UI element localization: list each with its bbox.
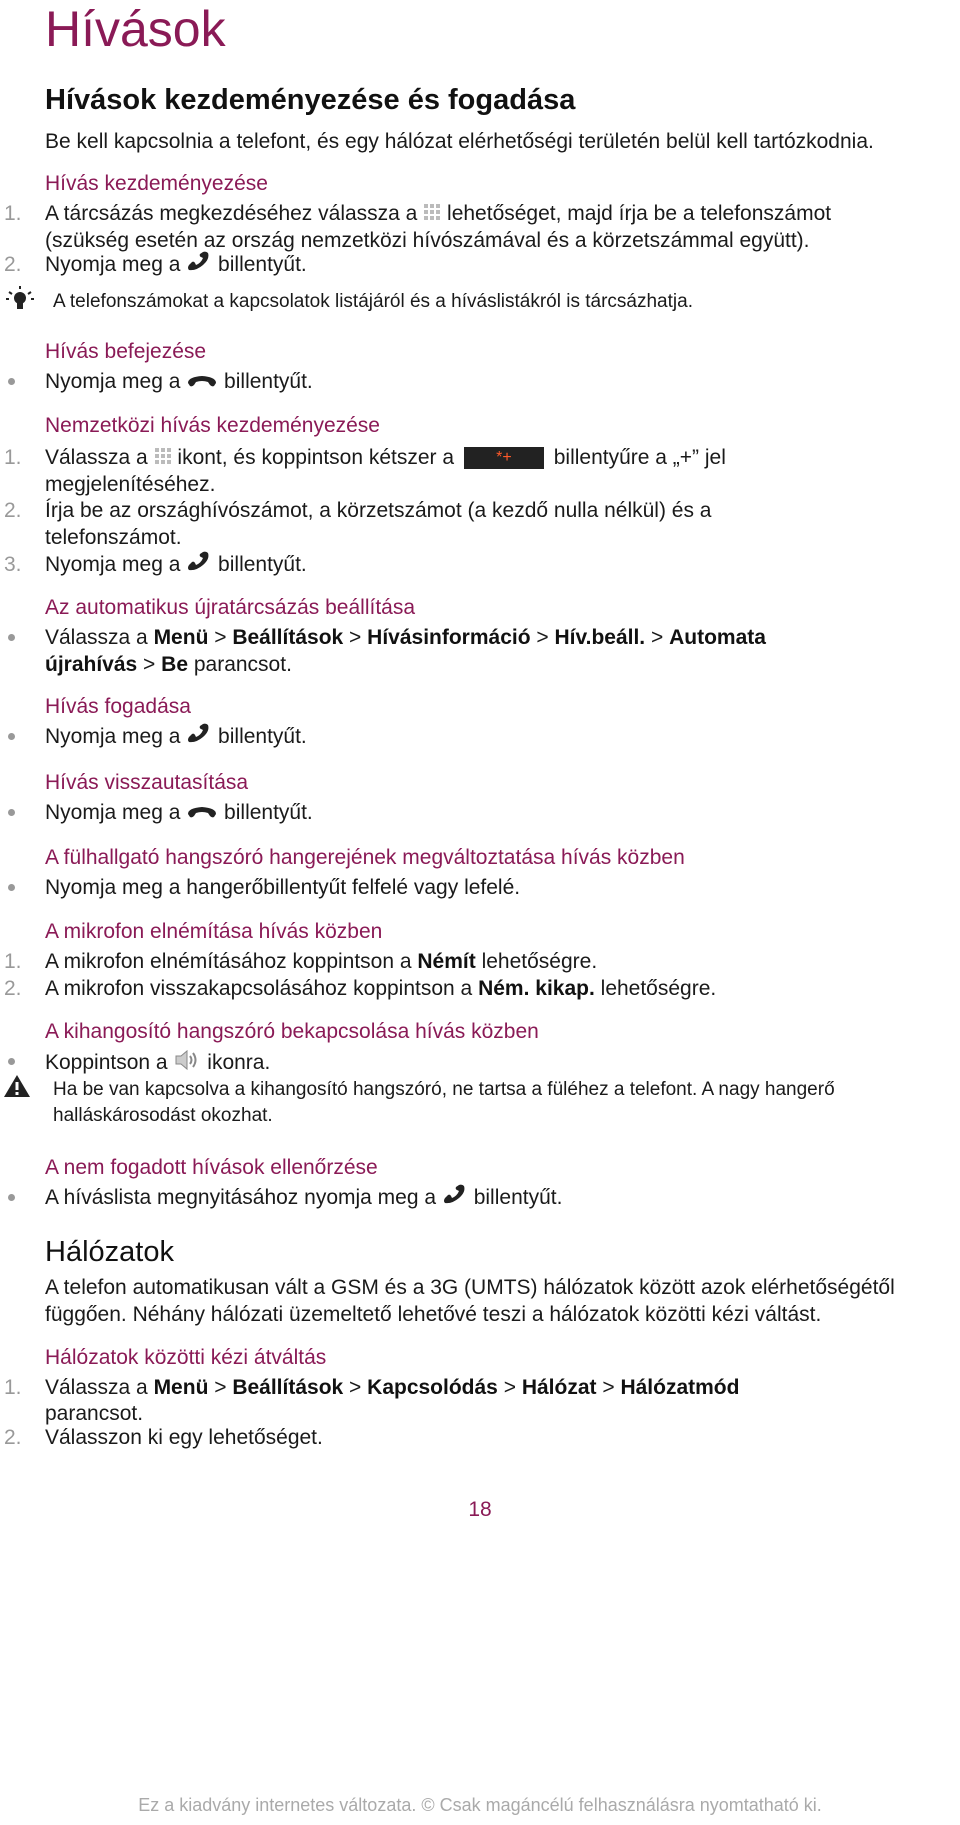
section-heading-networks: Hálózatok [45,1236,174,1268]
list-item: Válassza a Menü > Beállítások > Hívásinformáció > Hív.beáll. > Automata [45,626,766,649]
warning-icon [3,1074,31,1103]
dialpad-icon [154,445,172,472]
list-item: Írja be az országhívószámot, a körzetszámot (a kezdő nulla nélkül) és a [45,499,712,522]
end-call-key-icon [186,800,218,827]
list-item-continued: telefonszámot. [45,526,182,549]
list-item: Nyomja meg a billentyűt. [45,799,313,827]
subheading-mute-mic: A mikrofon elnémítása hívás közben [45,920,383,943]
subheading-end-call: Hívás befejezése [45,340,207,363]
page-number: 18 [468,1498,492,1521]
list-number: 2. [4,977,22,1000]
list-number: 1. [4,202,22,225]
page-title: Hívások [45,1,226,57]
bullet [8,884,15,891]
list-item: Nyomja meg a billentyűt. [45,551,307,580]
subheading-earpiece-volume: A fülhallgató hangszóró hangerejének megváltoztatása hívás közben [45,846,685,869]
list-number: 3. [4,553,22,576]
list-item: Koppintson a ikonra. [45,1048,270,1079]
subheading-manual-network-switch: Hálózatok közötti kézi átváltás [45,1346,327,1369]
bullet [8,378,15,385]
subheading-missed-calls: A nem fogadott hívások ellenőrzése [45,1156,378,1179]
bullet [8,634,15,641]
list-item-continued: parancsot. [45,1402,144,1425]
list-item: Nyomja meg a billentyűt. [45,368,313,396]
warning-text-continued: halláskárosodást okozhat. [53,1105,273,1126]
list-number: 2. [4,253,22,276]
bullet [8,1058,15,1065]
networks-text-continued: függően. Néhány hálózati üzemeltető lehetővé teszi a hálózatok közötti kézi váltást. [45,1303,822,1326]
footer-notice: Ez a kiadvány internetes változata. © Csak magáncélú felhasználásra nyomtatható ki. [138,1795,822,1815]
speaker-icon [173,1048,201,1079]
subheading-auto-redial: Az automatikus újratárcsázás beállítása [45,596,416,619]
list-item: Nyomja meg a billentyűt. [45,723,307,752]
subheading-reject-call: Hívás visszautasítása [45,771,249,794]
tip-text: A telefonszámokat a kapcsolatok listájáról és a híváslistákról is tárcsázhatja. [53,291,693,312]
list-number: 1. [4,950,22,973]
list-item: A mikrofon visszakapcsolásához koppintson a Ném. kikap. lehetőségre. [45,977,717,1000]
subheading-make-call: Hívás kezdeményezése [45,172,268,195]
list-number: 2. [4,1426,22,1449]
subheading-speakerphone: A kihangosító hangszóró bekapcsolása hívás közben [45,1020,539,1043]
call-key-icon [442,1184,468,1213]
list-item: A tárcsázás megkezdéséhez válassza a lehetőséget, majd írja be a telefonszámot [45,200,831,228]
call-key-icon [186,551,212,580]
list-item-continued: (szükség esetén az ország nemzetközi hívószámával és a körzetszámmal együtt). [45,229,810,252]
lightbulb-tip-icon [6,286,34,317]
dialpad-icon [423,201,441,228]
end-call-key-icon [186,369,218,396]
call-key-icon [186,251,212,280]
list-item: A mikrofon elnémításához koppintson a Némít lehetőségre. [45,950,598,973]
list-item: Válassza a Menü > Beállítások > Kapcsolódás > Hálózat > Hálózatmód [45,1376,740,1399]
bullet [8,733,15,740]
list-number: 2. [4,499,22,522]
list-item: Válassza a ikont, és koppintson kétszer a *+ billentyűre a „+” jel [45,444,726,472]
list-item-continued: újrahívás > Be parancsot. [45,653,292,676]
intro-text: Be kell kapcsolnia a telefont, és egy hálózat elérhetőségi területén belül kell tartózkodnia. [45,130,874,153]
bullet [8,1194,15,1201]
networks-text: A telefon automatikusan vált a GSM és a 3G (UMTS) hálózatok között azok elérhetőségétől [45,1276,895,1299]
bullet [8,809,15,816]
warning-text: Ha be van kapcsolva a kihangosító hangszóró, ne tartsa a füléhez a telefont. A nagy hangerő [53,1079,835,1100]
star-plus-key: *+ [464,447,544,469]
list-item: Nyomja meg a hangerőbillentyűt felfelé vagy lefelé. [45,876,521,899]
section-heading-calls: Hívások kezdeményezése és fogadása [45,84,576,116]
subheading-international-call: Nemzetközi hívás kezdeményezése [45,414,380,437]
list-item: Nyomja meg a billentyűt. [45,251,307,280]
call-key-icon [186,723,212,752]
list-item: A híváslista megnyitásához nyomja meg a billentyűt. [45,1184,562,1213]
list-item-continued: megjelenítéséhez. [45,473,216,496]
list-number: 1. [4,1376,22,1399]
subheading-answer-call: Hívás fogadása [45,695,191,718]
list-item: Válasszon ki egy lehetőséget. [45,1426,323,1449]
list-number: 1. [4,446,22,469]
